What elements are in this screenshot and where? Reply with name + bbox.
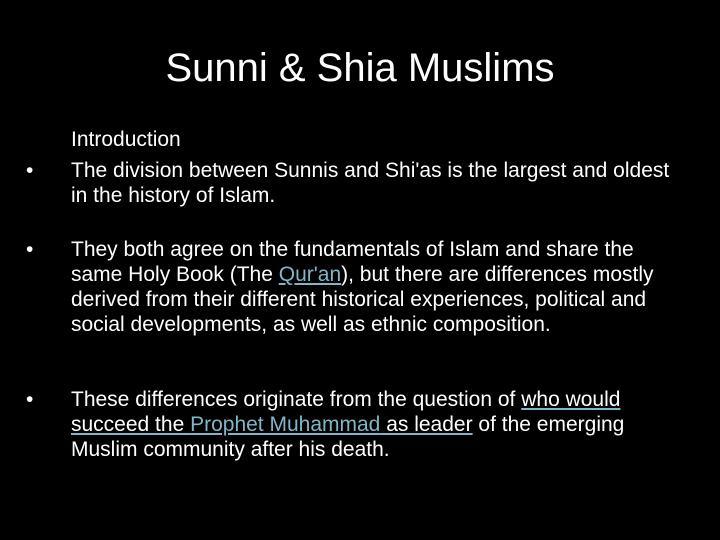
bullet-dot: •: [26, 238, 34, 261]
bullet-text: [71, 387, 686, 462]
bullet-item-agreement: [26, 237, 686, 337]
who-succeed-link[interactable]: who would succeed the: [71, 388, 621, 436]
bullet-dot: •: [26, 159, 34, 182]
bullet-text-part: of the emerging Muslim community after his death.: [71, 413, 625, 461]
bullet-dot: •: [26, 388, 34, 411]
intro-heading: Introduction: [71, 128, 181, 151]
bullet-item-division: [26, 158, 686, 208]
slide-title: Sunni & Shia Muslims: [165, 46, 555, 90]
bullet-text-part: They both agree on the fundamentals of Islam and share the same Holy Book (The: [71, 238, 634, 286]
as-leader-link[interactable]: as leader: [380, 413, 473, 436]
bullet-item-succession: [26, 387, 686, 462]
bullet-text-part: ), but there are differences mostly derived from their different historical experiences, political and social developments, as well as ethnic composition.: [71, 263, 654, 336]
bullet-text-part: These differences originate from the question of: [71, 388, 522, 411]
quran-link[interactable]: Qur'an: [278, 263, 342, 286]
prophet-muhammad-link[interactable]: Prophet Muhammad: [190, 413, 381, 436]
bullet-text: The division between Sunnis and Shi'as is the largest and oldest in the history of Islam.: [71, 159, 670, 207]
bullet-text: [71, 237, 686, 337]
